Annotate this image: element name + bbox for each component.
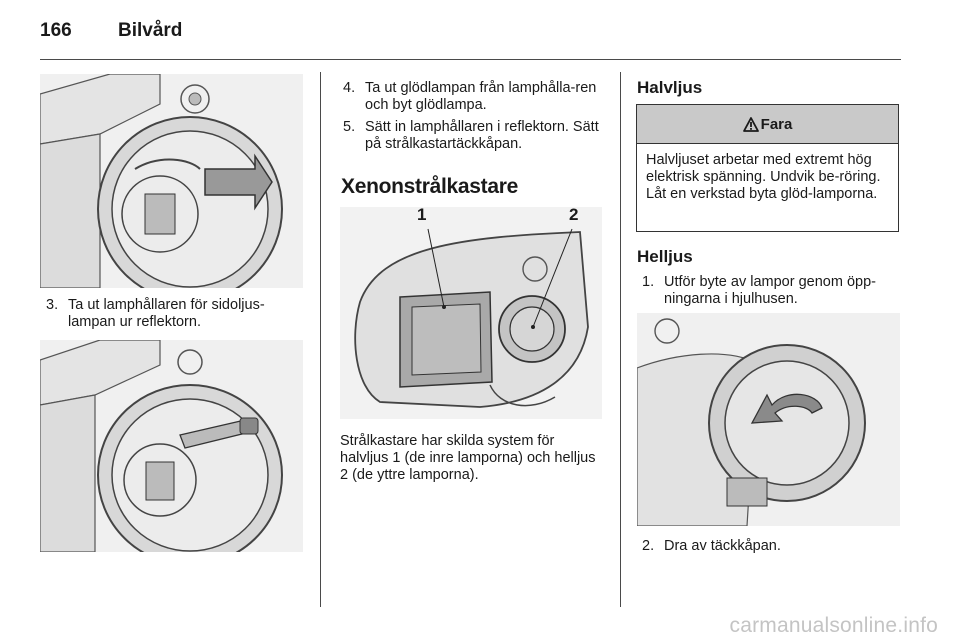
figure-headlamp-rear-bulb-holder [40,74,303,288]
figure-xenon-headlamp [340,207,602,419]
step-3: 3. Ta ut lamphållaren för sidoljus-lampan ur reflektorn. [46,297,265,330]
warning-header [637,105,898,144]
warning-title: Fara [760,115,793,133]
figure-sidelight-holder-removal [40,340,303,552]
section-heading-high-beam: Helljus [637,247,693,266]
column-divider-2 [620,72,621,607]
step-4: 4. Ta ut glödlampan från lamphålla-ren och byt glödlampa. [343,80,597,113]
step-5: 5. Sätt in lamphållaren i reflektorn. Sätt på strålkastartäckkåpan. [343,119,599,152]
warning-triangle-icon [743,117,759,132]
warning-text: Halvljuset arbetar med extremt hög elektrisk spänning. Undvik be-röring. Låt en verkstad byta glöd-lamporna. [646,152,881,202]
callout-2: 2 [569,207,579,224]
header-rule [40,59,901,60]
section-heading-low-beam: Halvljus [637,78,703,97]
section-heading-xenon: Xenonstrålkastare [341,175,518,198]
page-number: 166 [40,20,72,41]
xenon-description: Strålkastare har skilda system för halvljus 1 (de inre lamporna) och helljus 2 (de yttre lamporna). [340,433,596,483]
column-divider-1 [320,72,321,607]
warning-box [636,104,899,232]
chapter-title: Bilvård [118,20,183,41]
figure-wheel-arch-cover [637,313,900,526]
step-1: 1. Utför byte av lampor genom öpp-ningarna i hjulhusen. [642,274,876,307]
step-2: 2. Dra av täckkåpan. [642,538,781,554]
callout-1: 1 [417,207,427,224]
watermark-text: carmanualsonline.info [729,614,938,637]
